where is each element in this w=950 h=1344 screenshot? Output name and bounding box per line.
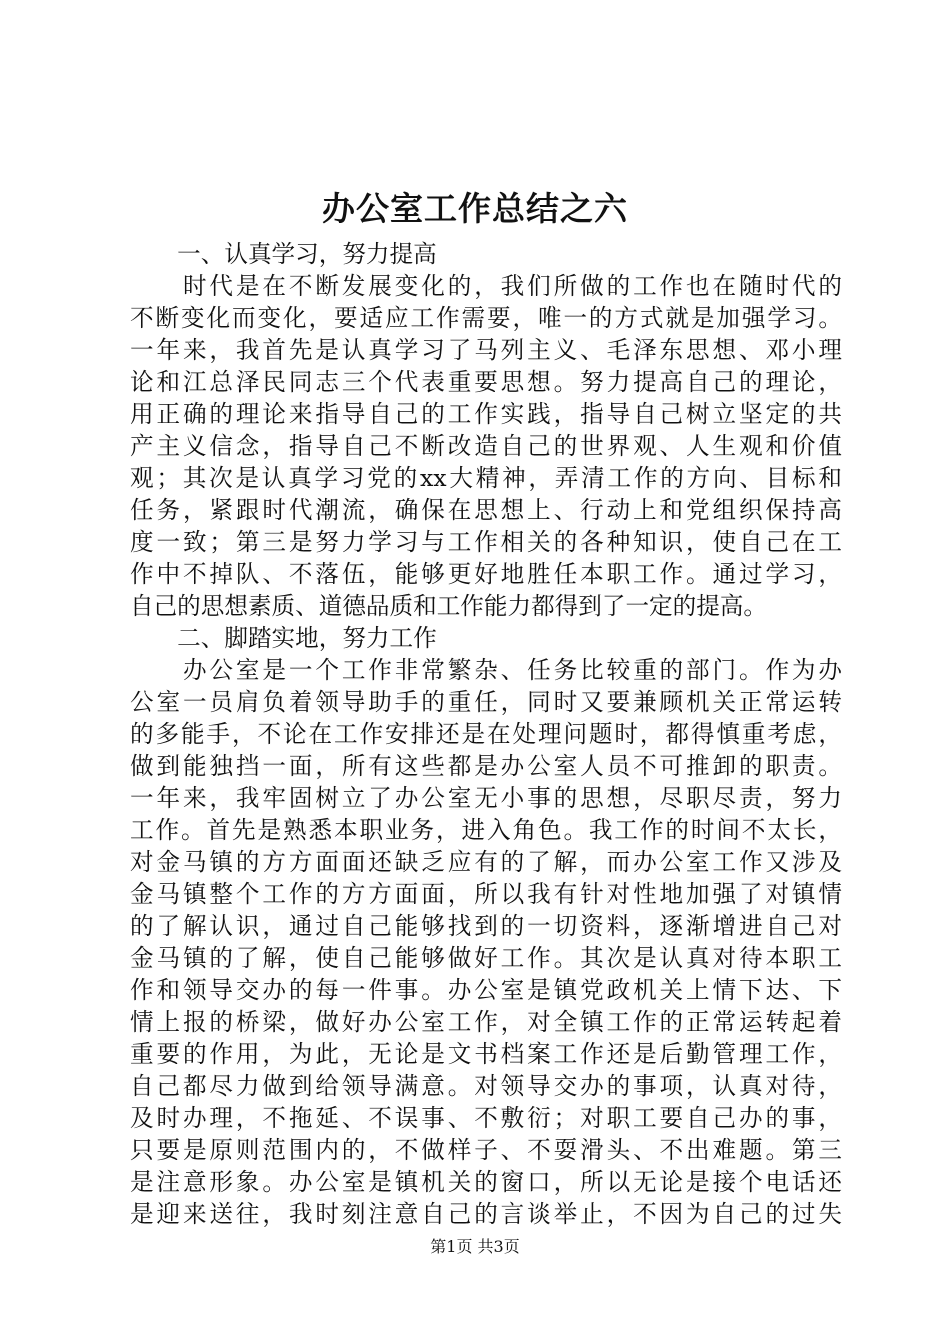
text-line: 一、认真学习，努力提高 <box>130 240 437 268</box>
text-line: 作和领导交办的每一件事。办公室是镇党政机关上情下达、下 <box>130 976 842 1004</box>
text-line: 是迎来送往，我时刻注意自己的言谈举止，不因为自己的过失 <box>130 1200 842 1228</box>
text-line: 二、脚踏实地，努力工作 <box>130 624 437 652</box>
page-footer: 第1页 共3页 <box>430 1237 520 1256</box>
text-line: 的了解认识，通过自己能够找到的一切资料，逐渐增进自己对 <box>130 912 842 940</box>
text-line: 办公室是一个工作非常繁杂、任务比较重的部门。作为办 <box>130 656 842 684</box>
text-line: 一年来，我牢固树立了办公室无小事的思想，尽职尽责，努力 <box>130 784 842 812</box>
text-line: 是注意形象。办公室是镇机关的窗口，所以无论是接个电话还 <box>130 1168 842 1196</box>
text-line: 产主义信念，指导自己不断改造自己的世界观、人生观和价值 <box>130 432 842 460</box>
text-line: 观；其次是认真学习党的xx大精神，弄清工作的方向、目标和 <box>130 464 842 492</box>
text-line: 用正确的理论来指导自己的工作实践，指导自己树立坚定的共 <box>130 400 842 428</box>
text-line: 的多能手，不论在工作安排还是在处理问题时，都得慎重考虑， <box>130 720 842 748</box>
text-line: 作中不掉队、不落伍，能够更好地胜任本职工作。通过学习， <box>130 560 842 588</box>
document-title: 办公室工作总结之六 <box>322 189 628 228</box>
text-line: 做到能独挡一面，所有这些都是办公室人员不可推卸的职责。 <box>130 752 842 780</box>
text-line: 自己的思想素质、道德品质和工作能力都得到了一定的提高。 <box>130 592 768 620</box>
text-line: 时代是在不断发展变化的，我们所做的工作也在随时代的 <box>130 272 842 300</box>
text-line: 只要是原则范围内的，不做样子、不耍滑头、不出难题。第三 <box>130 1136 842 1164</box>
text-line: 金马镇的了解，使自己能够做好工作。其次是认真对待本职工 <box>130 944 842 972</box>
text-line: 及时办理，不拖延、不误事、不敷衍；对职工要自己办的事， <box>130 1104 842 1132</box>
text-line: 金马镇整个工作的方方面面，所以我有针对性地加强了对镇情 <box>130 880 842 908</box>
text-line: 自己都尽力做到给领导满意。对领导交办的事项，认真对待， <box>130 1072 842 1100</box>
text-line: 公室一员肩负着领导助手的重任，同时又要兼顾机关正常运转 <box>130 688 842 716</box>
text-line: 情上报的桥梁，做好办公室工作，对全镇工作的正常运转起着 <box>130 1008 842 1036</box>
text-line: 工作。首先是熟悉本职业务，进入角色。我工作的时间不太长， <box>130 816 842 844</box>
document-body <box>130 238 842 1230</box>
text-line: 度一致；第三是努力学习与工作相关的各种知识，使自己在工 <box>130 528 842 556</box>
text-line: 对金马镇的方方面面还缺乏应有的了解，而办公室工作又涉及 <box>130 848 842 876</box>
text-line: 一年来，我首先是认真学习了马列主义、毛泽东思想、邓小理 <box>130 336 842 364</box>
text-line: 任务，紧跟时代潮流，确保在思想上、行动上和党组织保持高 <box>130 496 842 524</box>
text-line: 重要的作用，为此，无论是文书档案工作还是后勤管理工作， <box>130 1040 842 1068</box>
text-line: 论和江总泽民同志三个代表重要思想。努力提高自己的理论， <box>130 368 842 396</box>
text-line: 不断变化而变化，要适应工作需要，唯一的方式就是加强学习。 <box>130 304 842 332</box>
